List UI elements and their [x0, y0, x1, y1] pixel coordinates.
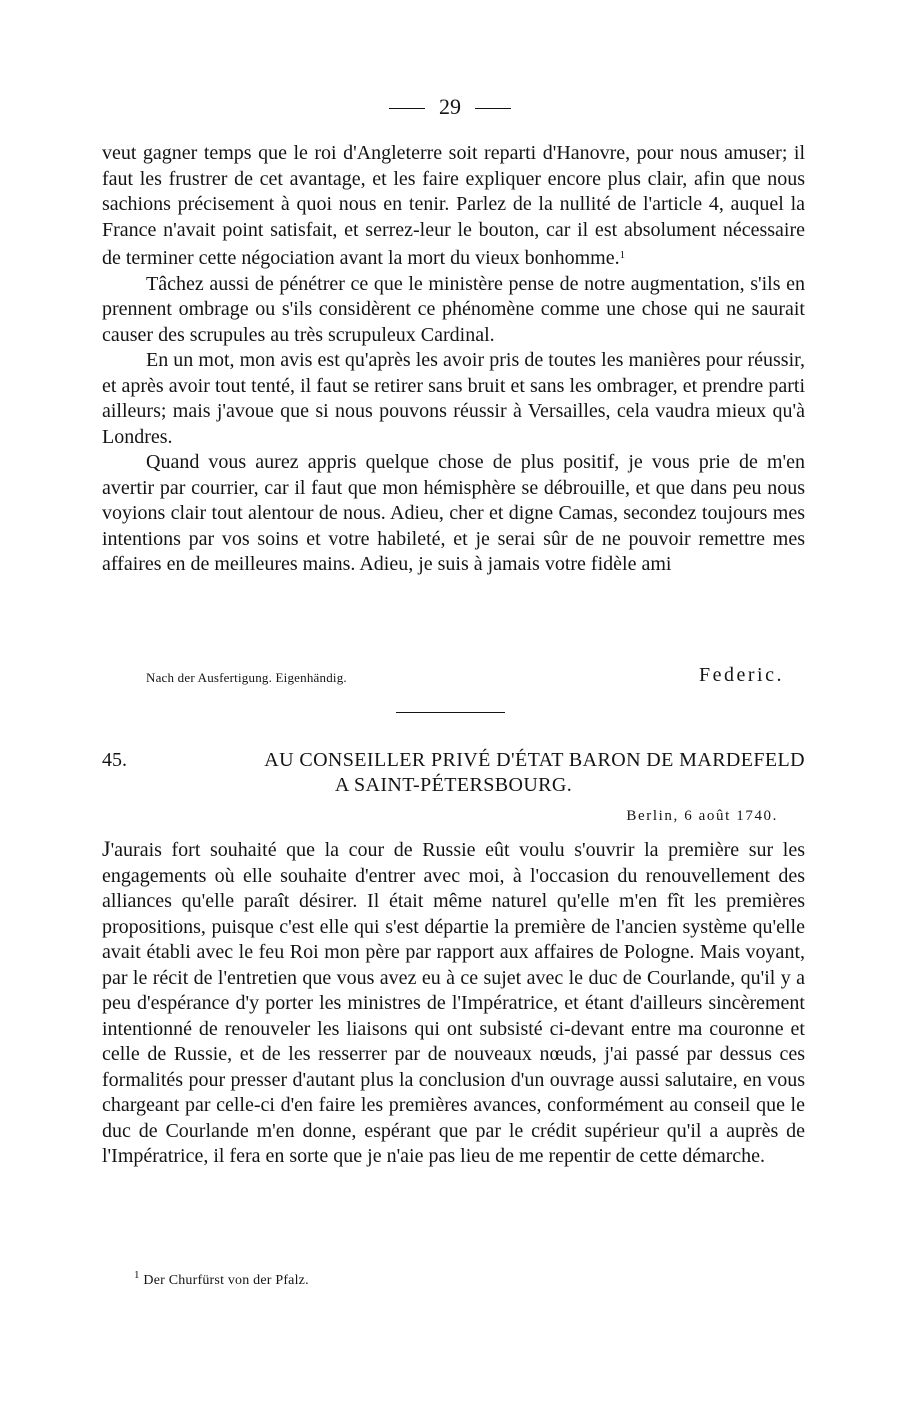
letter-number: 45.: [102, 749, 127, 771]
paragraph: [102, 836, 805, 1170]
header-dash-left: [389, 108, 425, 109]
header-dash-right: [475, 108, 511, 109]
source-note: Nach der Ausfertigung. Eigenhändig.: [146, 670, 347, 685]
letter-44-continuation: [102, 141, 805, 578]
letter-45-heading: [102, 748, 805, 798]
dateline: Berlin, 6 août 1740.: [626, 808, 778, 824]
heading-line-1: AU CONSEILLER PRIVÉ D'ÉTAT BARON DE MARDEFELD: [264, 749, 805, 771]
page-header: [0, 92, 900, 122]
paragraph: Tâchez aussi de pénétrer ce que le ministère pense de notre augmentation, s'ils en prennent ombrage ou s'ils considèrent ce phénomène comme une chose qui ne saurait causer des scrupules au très scrupuleux Cardinal.: [102, 272, 805, 346]
page-number: 29: [439, 94, 461, 119]
paragraph-text: veut gagner temps que le roi d'Angleterre soit reparti d'Hanovre, pour nous amuser; il faut les frustrer de cet avantage, et les faire expliquer encore plus clair, afin que nous sachions précisement à quoi nous en tenir. Parlez de la nullité de l'article 4, auquel la France n'avait point satisfait, et serrez-leur le bouton, car il est absolument nécessaire de terminer cette négociation avant la mort du vieux bonhomme.: [102, 142, 805, 269]
letter-45-body: [102, 836, 805, 1170]
paragraph-text: 'aurais fort souhaité que la cour de Russie eût voulu s'ouvrir la première sur les engagements où elle souhaite d'entrer avec moi, à l'occasion du renouvellement des alliances qu'elle paraît désirer. Il était même naturel qu'elle m'en fît les premières propositions, puisque c'est elle qui s'est départie la première de l'ancien système qu'elle avait établi avec le feu Roi mon père par rapport aux affaires de Pologne. Mais voyant, par le récit de l'entretien que vous avez eu à ce sujet avec le duc de Courlande, qu'il y a peu d'espérance d'y porter les ministres de l'Impératrice, et étant d'ailleurs sincèrement intentionné de renouveler les liaisons qui ont subsisté ci-devant entre ma couronne et celle de Russie, et de les resserrer par de nouveaux nœuds, j'ai passé par dessus ces formalités pour presser d'autant plus la conclusion d'un ouvrage aussi salutaire, en vous chargeant par celle-ci d'en faire les premières avances, conformément au conseil que le duc de Courlande m'en donne, espérant que par le crédit supérieur qu'il a auprès de l'Impératrice, il fera en sorte que je n'aie pas lieu de me repentir de cette démarche.: [102, 839, 805, 1167]
footnote-text: Der Churfürst von der Pfalz.: [143, 1273, 309, 1288]
paragraph: En un mot, mon avis est qu'après les avoir pris de toutes les manières pour réussir, et après avoir tout tenté, il faut se retirer sans bruit et sans les ombrager, et prendre parti ailleurs; mais j'avoue que si nous pouvons réussir à Versailles, cela vaudra mieux qu'à Londres.: [102, 349, 805, 448]
footnote-marker: 1: [134, 1269, 140, 1281]
signature: Federic.: [699, 664, 784, 686]
footnote: [134, 1269, 309, 1289]
source-and-signature: [146, 664, 806, 694]
section-divider: [396, 712, 505, 713]
footnote-reference: 1: [619, 249, 626, 261]
paragraph: Quand vous aurez appris quelque chose de plus positif, je vous prie de m'en avertir par courrier, car il faut que mon hémisphère se débrouille, et que dans peu nous voyions clair tout alentour de nous. Adieu, cher et digne Camas, secondez toujours mes intentions par vos soins et votre habileté, et je serai sûr de ne pouvoir remettre mes affaires en de meilleures mains. Adieu, je suis à jamais votre fidèle ami: [102, 451, 805, 575]
heading-line-2: A SAINT-PÉTERSBOURG.: [334, 774, 573, 796]
initial-letter: J: [102, 836, 111, 861]
paragraph: [102, 141, 805, 272]
